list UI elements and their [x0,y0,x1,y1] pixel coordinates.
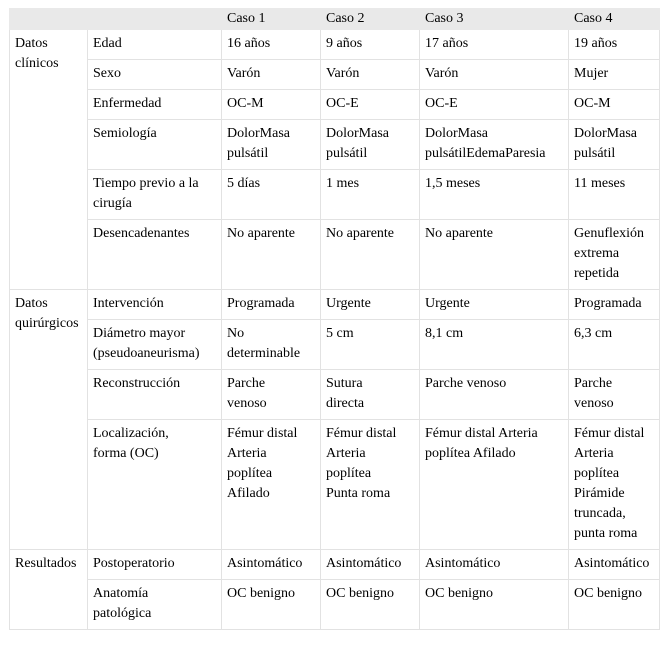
value-cell: 1,5 meses [420,170,569,220]
value-cell: 1 mes [321,170,420,220]
value-cell: Mujer [569,60,660,90]
value-cell: 5 días [222,170,321,220]
value-cell: 9 años [321,30,420,60]
value-cell: Varón [222,60,321,90]
value-cell: Varón [420,60,569,90]
table-row [10,370,660,420]
value-cell: No aparente [321,220,420,290]
table-row [10,60,660,90]
table-row [10,220,660,290]
value-cell: Asintomático [420,550,569,580]
row-label: Localización, forma (OC) [88,420,222,550]
value-cell: No aparente [420,220,569,290]
table-row [10,420,660,550]
value-cell: 16 años [222,30,321,60]
row-label: Diámetro mayor (pseudoaneurisma) [88,320,222,370]
header-cell-caso-2: Caso 2 [321,9,420,30]
row-label: Enfermedad [88,90,222,120]
table-row [10,90,660,120]
clinical-cases-table-wrapper [9,8,660,630]
group-cell-datos-quirurgicos: Datos quirúrgicos [10,290,88,550]
table-row [10,290,660,320]
row-label: Desencadenantes [88,220,222,290]
value-cell: Asintomático [321,550,420,580]
header-cell-caso-3: Caso 3 [420,9,569,30]
value-cell: Fémur distal Arteria poplítea Afilado [222,420,321,550]
value-cell: OC benigno [420,580,569,630]
value-cell: OC-M [222,90,321,120]
value-cell: Parche venoso [222,370,321,420]
header-row [10,9,660,30]
value-cell: Urgente [420,290,569,320]
value-cell: OC benigno [569,580,660,630]
value-cell: Urgente [321,290,420,320]
value-cell: Fémur distal Arteria poplítea Afilado [420,420,569,550]
value-cell: OC-E [420,90,569,120]
value-cell: OC-M [569,90,660,120]
value-cell: DolorMasa pulsátil [569,120,660,170]
value-cell: DolorMasa pulsátil [321,120,420,170]
value-cell: OC-E [321,90,420,120]
group-cell-datos-clinicos: Datos clínicos [10,30,88,290]
header-cell-caso-4: Caso 4 [569,9,660,30]
row-label: Edad [88,30,222,60]
table-row [10,550,660,580]
value-cell: DolorMasa pulsátil [222,120,321,170]
value-cell: Asintomático [569,550,660,580]
group-cell-resultados: Resultados [10,550,88,630]
row-label: Postoperatorio [88,550,222,580]
row-label: Reconstrucción [88,370,222,420]
row-label: Anatomía patológica [88,580,222,630]
value-cell: Asintomático [222,550,321,580]
value-cell: 8,1 cm [420,320,569,370]
table-row [10,30,660,60]
value-cell: Parche venoso [420,370,569,420]
value-cell: Varón [321,60,420,90]
header-cell-group [10,9,88,30]
value-cell: DolorMasa pulsátilEdemaParesia [420,120,569,170]
row-label: Tiempo previo a la cirugía [88,170,222,220]
value-cell: OC benigno [321,580,420,630]
value-cell: Programada [569,290,660,320]
value-cell: Fémur distal Arteria poplítea Punta roma [321,420,420,550]
value-cell: 19 años [569,30,660,60]
row-label: Semiología [88,120,222,170]
value-cell: Sutura directa [321,370,420,420]
value-cell: Parche venoso [569,370,660,420]
table-row [10,120,660,170]
value-cell: Programada [222,290,321,320]
value-cell: 17 años [420,30,569,60]
value-cell: OC benigno [222,580,321,630]
value-cell: 6,3 cm [569,320,660,370]
value-cell: Fémur distal Arteria poplítea Pirámide truncada, punta roma [569,420,660,550]
table-row [10,320,660,370]
value-cell: Genuflexión extrema repetida [569,220,660,290]
value-cell: 5 cm [321,320,420,370]
header-cell-caso-1: Caso 1 [222,9,321,30]
table-row [10,580,660,630]
row-label: Sexo [88,60,222,90]
value-cell: No determinable [222,320,321,370]
value-cell: No aparente [222,220,321,290]
header-cell-label [88,9,222,30]
clinical-cases-table [9,8,660,630]
row-label: Intervención [88,290,222,320]
table-row [10,170,660,220]
value-cell: 11 meses [569,170,660,220]
